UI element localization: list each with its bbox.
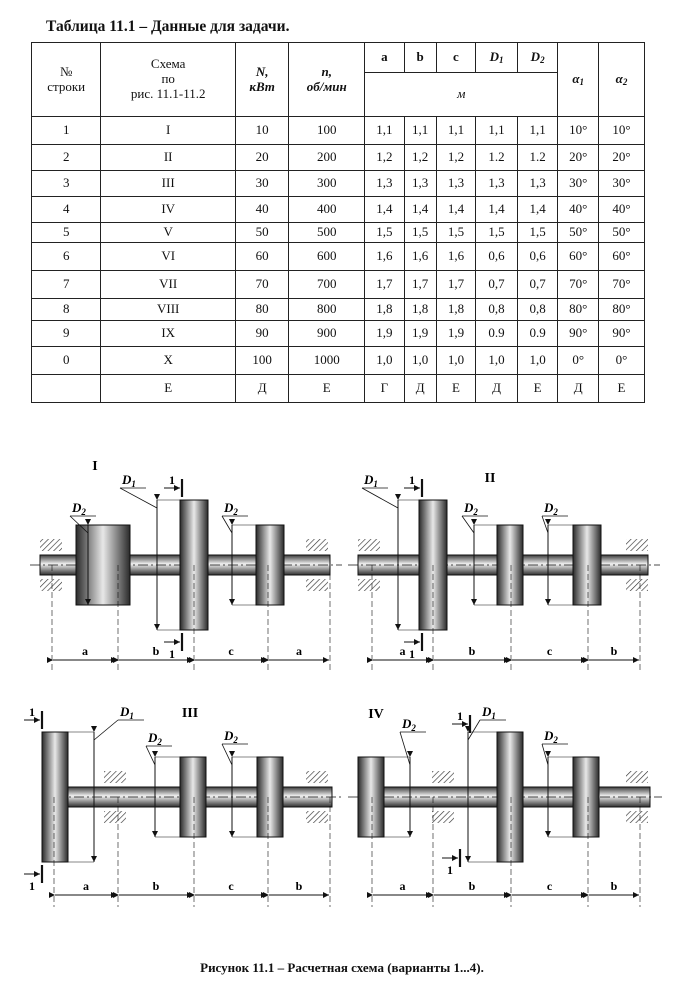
figure-label: a (399, 879, 406, 893)
table-cell: 1.2 (476, 145, 518, 171)
table-cell: 80° (598, 299, 644, 321)
pulley-d1 (42, 732, 68, 862)
table-cell: 500 (289, 223, 365, 243)
figure-label: a (399, 644, 406, 658)
table-row (32, 299, 645, 321)
table-cell: 1,4 (476, 197, 518, 223)
table-cell: 10° (598, 117, 644, 145)
table-cell: 10 (235, 117, 288, 145)
figure-label: I (92, 459, 98, 474)
bearing (40, 579, 62, 591)
drawing-line (222, 516, 232, 533)
table-cell: 1,3 (365, 171, 405, 197)
table-cell: 1,4 (517, 197, 558, 223)
table-cell: 20 (235, 145, 288, 171)
table-cell: 90 (235, 321, 288, 347)
table-cell: 100 (289, 117, 365, 145)
table-cell: 0.9 (517, 321, 558, 347)
bearing (40, 539, 62, 551)
diameter-label: $D_1$ (122, 472, 136, 489)
header-c: c (436, 43, 476, 73)
table-cell: 0.9 (476, 321, 518, 347)
table-cell: 800 (289, 299, 365, 321)
data-table (31, 42, 645, 403)
table-cell: VIII (101, 299, 236, 321)
table-cell: 60° (558, 243, 599, 271)
figure-label: c (228, 644, 234, 658)
header-unit-m: м (365, 73, 558, 117)
table-cell: 60° (598, 243, 644, 271)
pulley-d1 (497, 732, 523, 862)
table-cell: 90° (558, 321, 599, 347)
table-cell: 1,3 (436, 171, 476, 197)
table-cell: 0° (558, 347, 599, 375)
table-cell: 1,8 (365, 299, 405, 321)
table-cell: Е (436, 375, 476, 403)
table-cell: 400 (289, 197, 365, 223)
table-cell: 80° (558, 299, 599, 321)
table-cell: 20° (558, 145, 599, 171)
table-cell: 1 (32, 117, 101, 145)
bearing (358, 579, 380, 591)
diameter-label: $D_2$ (148, 730, 162, 747)
table-row (32, 171, 645, 197)
figure-label: 1 (409, 473, 415, 487)
table-cell: 30° (558, 171, 599, 197)
figure-schemes (0, 440, 684, 940)
bearing (626, 539, 648, 551)
bearing (358, 539, 380, 551)
table-cell: 1,4 (436, 197, 476, 223)
table-row (32, 271, 645, 299)
table-cell: 1,9 (404, 321, 436, 347)
diameter-label: $D_2$ (544, 500, 558, 517)
table-cell: 1,7 (365, 271, 405, 299)
figure-label: b (152, 879, 160, 893)
table-cell: IV (101, 197, 236, 223)
table-cell: 3 (32, 171, 101, 197)
pulley-d2 (256, 525, 284, 605)
table-cell: 1,3 (517, 171, 558, 197)
table-cell: 1,2 (365, 145, 405, 171)
drawing-line (462, 516, 474, 533)
figure-label: II (484, 471, 496, 486)
table-cell: 1,5 (476, 223, 518, 243)
table-cell: 1,1 (476, 117, 518, 145)
table-cell: 8 (32, 299, 101, 321)
table-cell: 600 (289, 243, 365, 271)
table-cell: II (101, 145, 236, 171)
table-cell: 50° (558, 223, 599, 243)
figure-label: 1 (29, 705, 35, 719)
drawing-line (362, 488, 398, 508)
table-cell: 1,7 (436, 271, 476, 299)
table-cell: I (101, 117, 236, 145)
table-cell: Е (289, 375, 365, 403)
figure-label: b (295, 879, 303, 893)
pulley-d2 (257, 757, 283, 837)
table-row (32, 321, 645, 347)
table-row (32, 243, 645, 271)
pulley-d2 (180, 757, 206, 837)
table-cell: V (101, 223, 236, 243)
table-cell: 1,1 (436, 117, 476, 145)
figure-label: III (181, 706, 199, 721)
table-cell: 1,6 (404, 243, 436, 271)
table-cell: 1,5 (404, 223, 436, 243)
table-cell: 70° (598, 271, 644, 299)
diameter-label: $D_2$ (544, 728, 558, 745)
table-cell: 200 (289, 145, 365, 171)
table-cell: 1,0 (365, 347, 405, 375)
table-cell: 80 (235, 299, 288, 321)
figure-label: a (296, 644, 302, 658)
bearing (306, 771, 328, 783)
table-cell: 1,0 (404, 347, 436, 375)
table-cell: X (101, 347, 236, 375)
diameter-label: $D_2$ (224, 728, 238, 745)
header-power: N, кВт (235, 43, 288, 117)
scheme-2 (348, 471, 660, 672)
table-cell: 30° (598, 171, 644, 197)
table-cell: 2 (32, 145, 101, 171)
table-cell: 20° (598, 145, 644, 171)
table-cell (32, 375, 101, 403)
bearing (306, 811, 328, 823)
table-cell: 1,1 (404, 117, 436, 145)
figure-label: c (546, 879, 553, 893)
table-cell: 30 (235, 171, 288, 197)
header-row-number: № строки (32, 43, 101, 117)
figure-label: b (468, 644, 476, 658)
table-cell: 1,5 (517, 223, 558, 243)
table-cell: 1,3 (476, 171, 518, 197)
drawing-line (120, 488, 157, 508)
table-cell: 90° (598, 321, 644, 347)
table-cell: 40 (235, 197, 288, 223)
figure-label: c (546, 644, 553, 658)
figure-label: 1 (169, 647, 175, 661)
figure-label: b (610, 879, 618, 893)
table-cell: 1,4 (365, 197, 405, 223)
bearing (104, 771, 126, 783)
table-cell: III (101, 171, 236, 197)
diameter-label: $D_2$ (224, 500, 238, 517)
table-cell: Д (235, 375, 288, 403)
table-cell: Е (598, 375, 644, 403)
table-cell: 1,8 (436, 299, 476, 321)
table-cell: 1,2 (436, 145, 476, 171)
diameter-label: $D_2$ (464, 500, 478, 517)
pulley-d2 (573, 757, 599, 837)
diameter-label: $D_2$ (72, 500, 86, 517)
table-cell: VII (101, 271, 236, 299)
table-cell: 9 (32, 321, 101, 347)
header-alpha1: $\alpha_1$ (558, 43, 599, 117)
bearing (104, 811, 126, 823)
table-cell: IX (101, 321, 236, 347)
table-cell: Д (558, 375, 599, 403)
table-cell: 1,2 (404, 145, 436, 171)
table-cell: 1,0 (436, 347, 476, 375)
table-row (32, 375, 645, 403)
table-cell: 0,8 (476, 299, 518, 321)
figure-label: 1 (409, 647, 415, 661)
table-cell: 0 (32, 347, 101, 375)
table-cell: 0,6 (517, 243, 558, 271)
figure-label: a (83, 879, 89, 893)
figure-label: 1 (29, 879, 35, 893)
table-cell: 1,6 (436, 243, 476, 271)
table-cell: 0,7 (517, 271, 558, 299)
table-row (32, 145, 645, 171)
table-cell: 1000 (289, 347, 365, 375)
table-cell: 1,0 (517, 347, 558, 375)
figure-label: b (152, 644, 160, 658)
table-cell: 1,9 (436, 321, 476, 347)
header-d2: $D_2$ (517, 43, 558, 73)
table-cell: 0,8 (517, 299, 558, 321)
drawing-line (542, 516, 548, 533)
figure-label: 1 (169, 473, 175, 487)
header-alpha2: $\alpha_2$ (598, 43, 644, 117)
pulley-d2 (76, 525, 130, 605)
table-cell: 1,6 (365, 243, 405, 271)
table-cell: 0° (598, 347, 644, 375)
bearing (306, 539, 328, 551)
figure-label: c (228, 879, 234, 893)
figure-label: b (468, 879, 476, 893)
table-cell: 300 (289, 171, 365, 197)
figure-label: IV (368, 707, 384, 722)
table-cell: 1,3 (404, 171, 436, 197)
header-d1: $D_1$ (476, 43, 518, 73)
bearing (626, 771, 648, 783)
drawing-line (400, 732, 410, 765)
table-cell: 4 (32, 197, 101, 223)
table-cell: 60 (235, 243, 288, 271)
table-cell: 50° (598, 223, 644, 243)
drawing-line (94, 720, 118, 740)
table-row (32, 347, 645, 375)
scheme-1 (30, 459, 342, 672)
figure-label: 1 (457, 709, 463, 723)
table-cell: 100 (235, 347, 288, 375)
bearing (432, 811, 454, 823)
table-cell: VI (101, 243, 236, 271)
table-title: Таблица 11.1 – Данные для задачи. (46, 18, 290, 35)
table-cell: 1,7 (404, 271, 436, 299)
table-cell: 7 (32, 271, 101, 299)
table-cell: 5 (32, 223, 101, 243)
pulley-d2 (573, 525, 601, 605)
bearing (626, 811, 648, 823)
bearing (626, 579, 648, 591)
table-cell: 1,5 (436, 223, 476, 243)
figure-label: b (610, 644, 618, 658)
table-row (32, 117, 645, 145)
bearing (306, 579, 328, 591)
table-cell: 1,9 (365, 321, 405, 347)
table-cell: 1,1 (365, 117, 405, 145)
figure-label: a (82, 644, 88, 658)
bearing (432, 771, 454, 783)
figure-label: 1 (447, 863, 453, 877)
table-cell: 40° (558, 197, 599, 223)
table-cell: Е (517, 375, 558, 403)
table-cell: 6 (32, 243, 101, 271)
table-cell: 70 (235, 271, 288, 299)
table-cell: 1,1 (517, 117, 558, 145)
table-row (32, 197, 645, 223)
header-speed: n, об/мин (289, 43, 365, 117)
table-cell: 700 (289, 271, 365, 299)
table-cell: Г (365, 375, 405, 403)
table-cell: 1,8 (404, 299, 436, 321)
header-scheme: Схема по рис. 11.1-11.2 (101, 43, 236, 117)
table-cell: 900 (289, 321, 365, 347)
table-cell: 1.2 (517, 145, 558, 171)
table-cell: 1,0 (476, 347, 518, 375)
table-cell: 1,5 (365, 223, 405, 243)
table-cell: 0,6 (476, 243, 518, 271)
table-cell: 50 (235, 223, 288, 243)
header-a: a (365, 43, 405, 73)
pulley-d2 (358, 757, 384, 837)
scheme-4 (348, 704, 662, 907)
diameter-label: $D_2$ (402, 716, 416, 733)
drawing-line (542, 744, 548, 765)
pulley-d2 (497, 525, 523, 605)
table-cell: Д (404, 375, 436, 403)
table-cell: 70° (558, 271, 599, 299)
table-row (32, 223, 645, 243)
diameter-label: $D_1$ (364, 472, 378, 489)
table-cell: 40° (598, 197, 644, 223)
table-cell: Е (101, 375, 236, 403)
diameter-label: $D_1$ (482, 704, 496, 721)
drawing-line (222, 744, 232, 765)
header-b: b (404, 43, 436, 73)
figure-caption: Рисунок 11.1 – Расчетная схема (варианты 1...4). (200, 960, 484, 975)
table-cell: 1,4 (404, 197, 436, 223)
table-cell: 0,7 (476, 271, 518, 299)
drawing-line (146, 746, 155, 765)
table-cell: Д (476, 375, 518, 403)
scheme-3 (24, 704, 344, 907)
table-cell: 10° (558, 117, 599, 145)
diameter-label: $D_1$ (120, 704, 134, 721)
